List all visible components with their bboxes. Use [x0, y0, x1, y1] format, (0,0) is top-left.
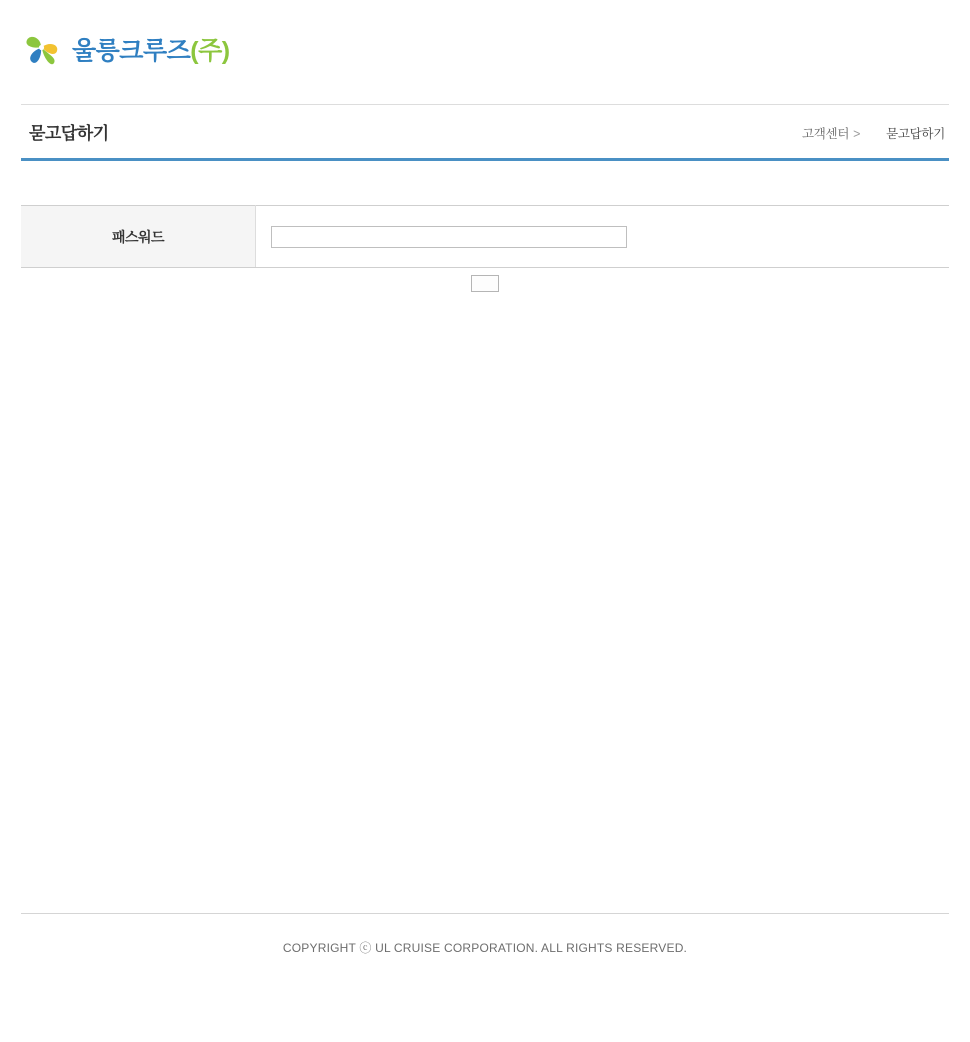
- password-label: 패스워드: [21, 206, 256, 268]
- form-actions: [21, 275, 949, 296]
- page-title: 묻고답하기: [29, 124, 109, 143]
- pinwheel-flower-logo-icon: [21, 28, 63, 70]
- table-row: [21, 206, 949, 268]
- site-footer: [21, 913, 949, 956]
- copyright-text: COPYRIGHT ⓒ UL CRUISE CORPORATION. ALL RIGHTS RESERVED.: [282, 941, 688, 955]
- logo-wordmark: [72, 31, 230, 67]
- password-input[interactable]: [271, 226, 627, 248]
- site-logo[interactable]: [21, 28, 230, 70]
- confirm-button[interactable]: [471, 275, 499, 292]
- breadcrumb: [802, 124, 945, 142]
- password-form-table: [21, 205, 949, 268]
- logo-text-suffix: (주): [190, 37, 230, 65]
- main-content: [21, 205, 949, 296]
- page-title-bar: [21, 104, 949, 161]
- logo-text-main: 울릉크루즈: [72, 37, 191, 65]
- password-field-cell: [256, 206, 950, 268]
- site-header: [0, 0, 970, 104]
- breadcrumb-separator-icon: >: [853, 127, 861, 141]
- breadcrumb-item-root[interactable]: 고객센터: [802, 127, 850, 141]
- breadcrumb-item-current: 묻고답하기: [886, 127, 945, 141]
